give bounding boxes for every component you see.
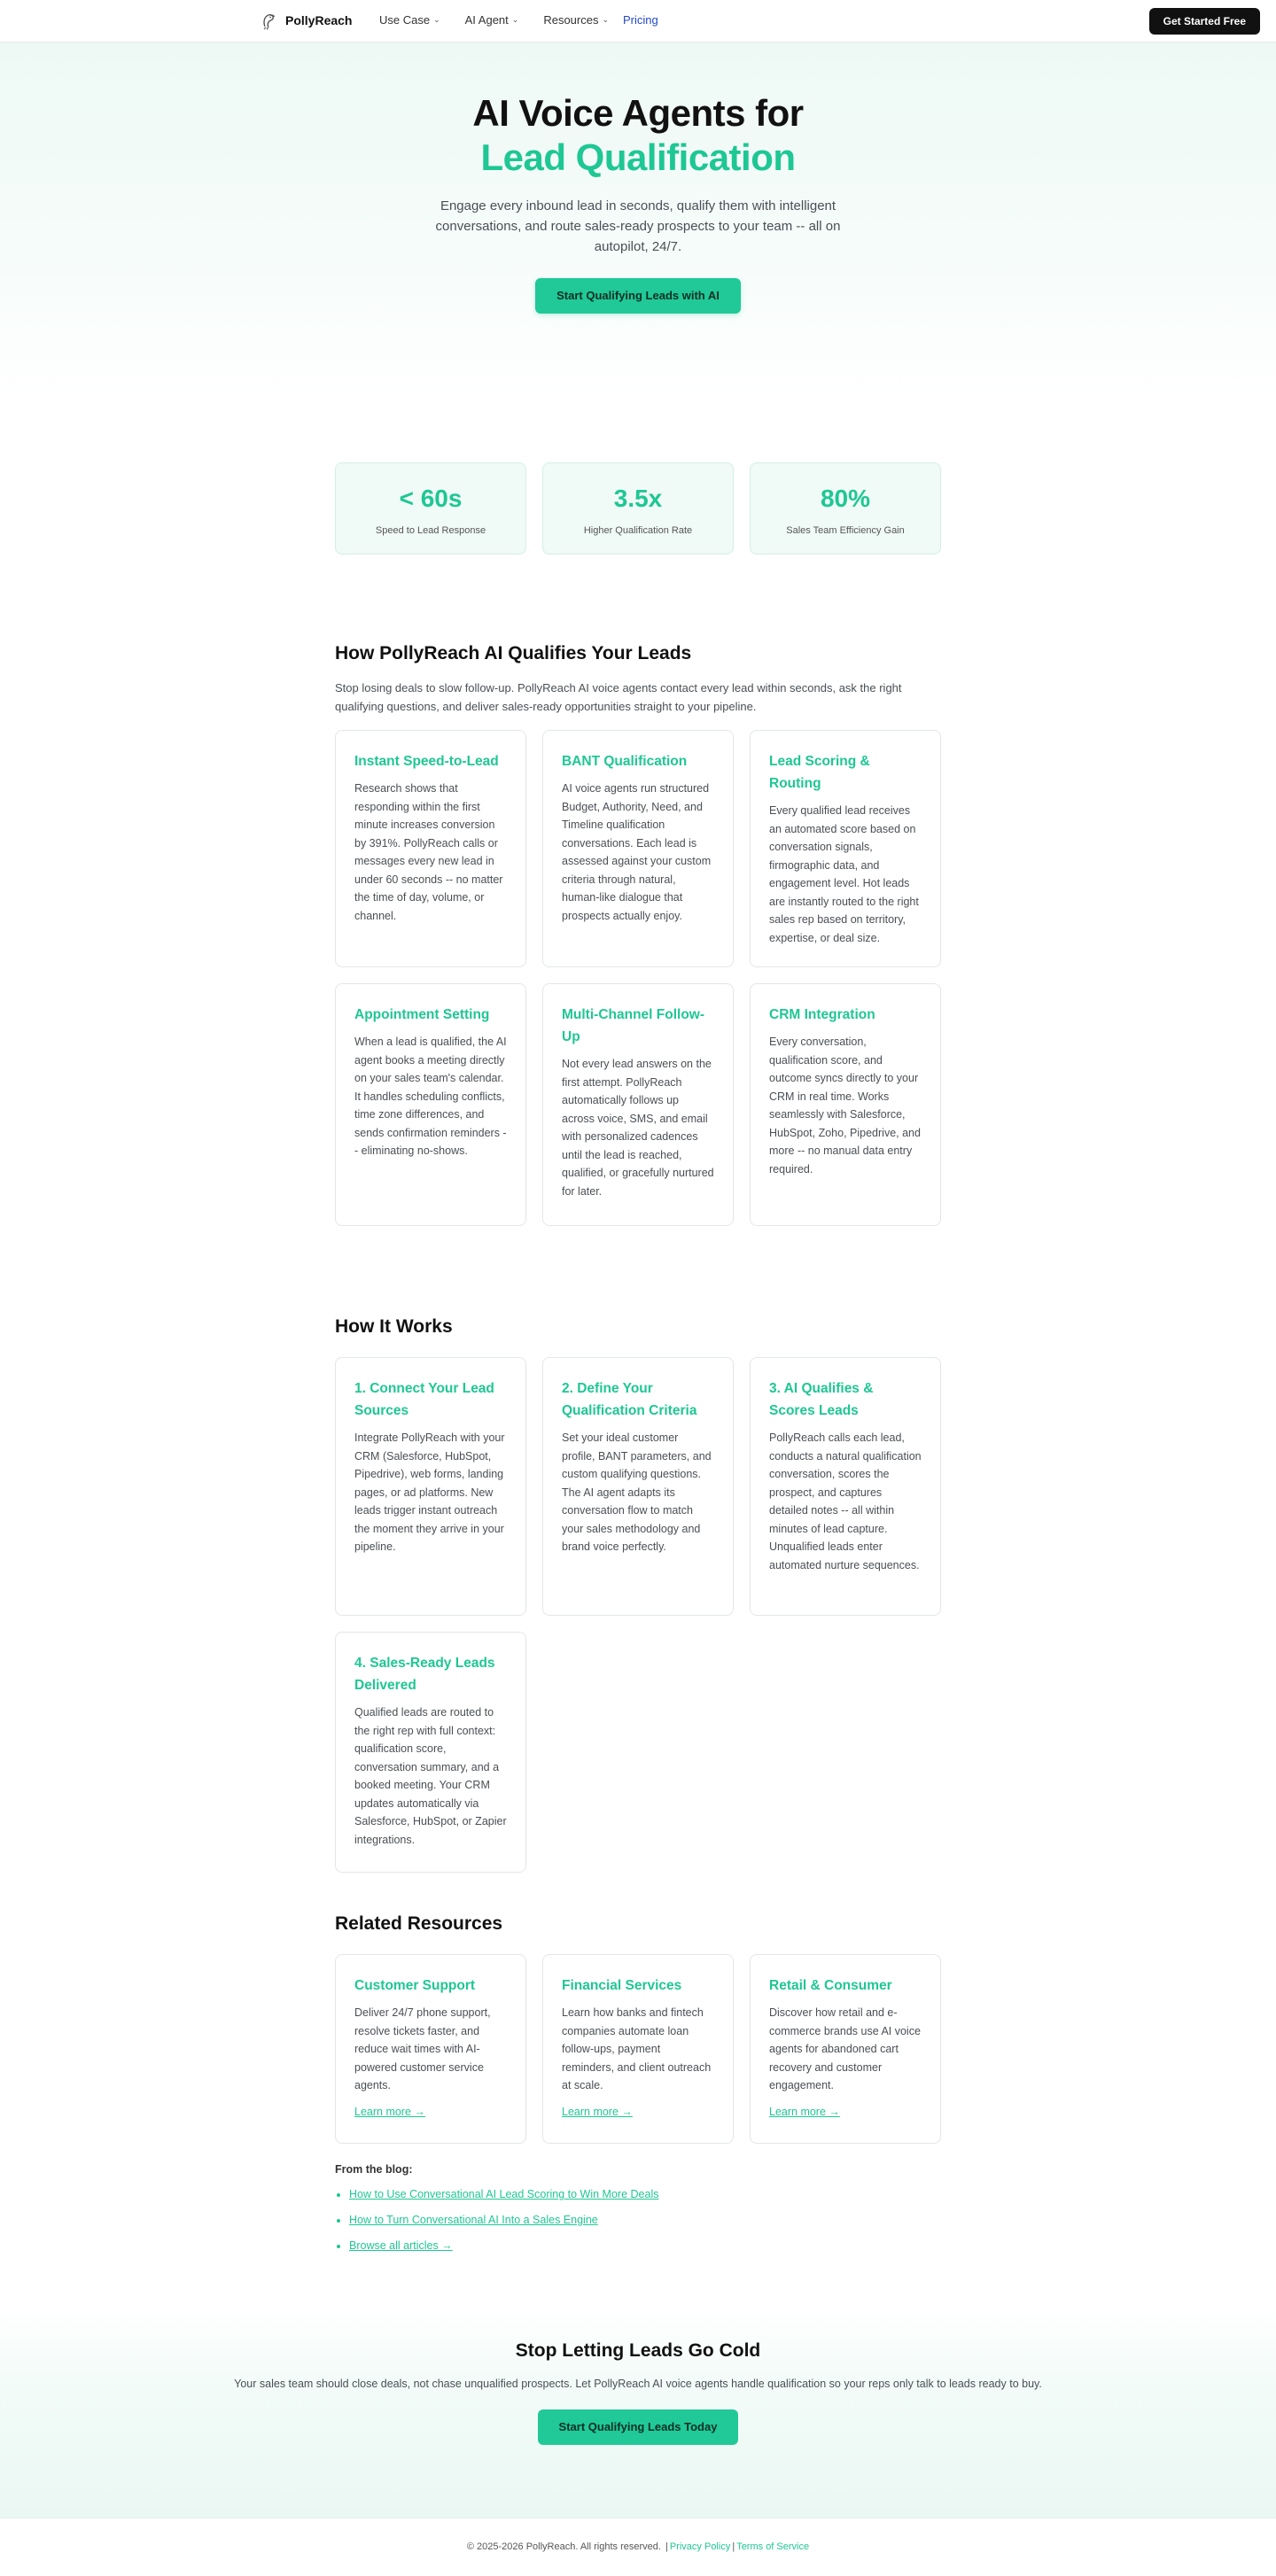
resources-grid (335, 1954, 941, 2144)
get-started-button[interactable]: Get Started Free (1149, 8, 1260, 35)
learn-more-link[interactable]: Learn more → (769, 2105, 840, 2118)
feature-card (750, 730, 941, 967)
stat-card (542, 462, 734, 555)
nav-resources[interactable] (543, 13, 609, 27)
qualify-description: Stop losing deals to slow follow-up. PollyReach AI voice agents contact every lead within seconds, ask the right qualifying questions, and deliver sales-ready opportunities straight to your pipeline. (335, 681, 902, 713)
nav-ai-agent-label: AI Agent (464, 13, 509, 27)
stat-label: Higher Qualification Rate (583, 525, 693, 536)
hero-subtitle: Engage every inbound lead in seconds, qualify them with intelligent conversations, and route sales-ready prospects to your team -- all on autopilot, 24/7. (435, 198, 841, 254)
feature-title: Multi-Channel Follow-Up (562, 1007, 705, 1044)
feature-title: CRM Integration (769, 1007, 875, 1022)
feature-title: Lead Scoring & Routing (769, 754, 870, 791)
step-body: Integrate PollyReach with your CRM (Salesforce, HubSpot, Pipedrive), web forms, landing pages, or ad platforms. New leads trigger instant outreach the moment they arrive in your pipeline. (354, 1432, 505, 1553)
bottom-cta-section (0, 2307, 1276, 2518)
resource-card (750, 1954, 941, 2144)
nav-resources-label: Resources (543, 13, 599, 27)
blog-heading: From the blog: (335, 2163, 413, 2176)
feature-body: Not every lead answers on the first attempt. PollyReach automatically follows up across voice, SMS, and email with personalized cadences until the lead is reached, qualified, or gracefully nurtured for later. (562, 1058, 714, 1198)
list-item (349, 2186, 941, 2202)
learn-more-link[interactable]: Learn more → (562, 2105, 633, 2118)
nav-ai-agent[interactable] (465, 13, 519, 27)
step-card (335, 1357, 526, 1616)
bottom-cta-text: Your sales team should close deals, not chase unqualified prospects. Let PollyReach AI voice agents handle qualification so your reps only talk to leads ready to buy. (234, 2378, 1042, 2390)
feature-title: Appointment Setting (354, 1007, 490, 1022)
blog-link[interactable]: How to Turn Conversational AI Into a Sales Engine (349, 2214, 598, 2226)
stats-row (335, 462, 941, 555)
brand-name: PollyReach (285, 13, 353, 27)
top-nav (0, 0, 1276, 43)
nav-pricing-link[interactable]: Pricing (623, 13, 658, 27)
browse-articles-link[interactable]: Browse all articles → (349, 2239, 453, 2252)
feature-body: Every qualified lead receives an automated score based on conversation signals, firmographic data, and engagement level. Hot leads are instantly routed to the right sales rep based on territory, expertise, or deal size. (769, 804, 919, 944)
feature-title: BANT Qualification (562, 754, 688, 769)
resource-title: Financial Services (562, 1978, 682, 1993)
stat-value: 80% (820, 485, 871, 512)
resource-body: Discover how retail and e-commerce brands use AI voice agents for abandoned cart recovery and customer engagement. (769, 2006, 921, 2091)
hero-cta-button[interactable]: Start Qualifying Leads with AI (535, 278, 741, 314)
steps-grid (335, 1357, 941, 1616)
stat-card (335, 462, 526, 555)
stat-value: 3.5x (613, 485, 663, 512)
step-card (335, 1632, 526, 1873)
privacy-policy-link[interactable]: Privacy Policy (669, 2541, 731, 2552)
feature-title: Instant Speed-to-Lead (354, 754, 499, 769)
feature-body: Every conversation, qualification score, and outcome syncs directly to your CRM in real time. Works seamlessly with Salesforce, HubSpot, Zoho, Pipedrive, and more -- no manual data entry required. (769, 1036, 921, 1175)
nav-use-case[interactable] (379, 13, 440, 27)
step-title: 2. Define Your Qualification Criteria (562, 1381, 697, 1418)
hero-section (0, 43, 1276, 397)
qualify-section (335, 641, 941, 1226)
stat-card (750, 462, 941, 555)
learn-more-link[interactable]: Learn more → (354, 2105, 425, 2118)
step-title: 4. Sales-Ready Leads Delivered (354, 1656, 495, 1693)
feature-card (542, 730, 734, 967)
hero-title-line1: AI Voice Agents for (472, 92, 804, 134)
blog-list (335, 2186, 941, 2254)
hero-title (0, 91, 1276, 180)
resource-card (542, 1954, 734, 2144)
list-item (349, 2212, 941, 2228)
feature-body: Research shows that responding within the first minute increases conversion by 391%. PollyReach calls or messages every new lead in under 60 seconds -- no matter the time of day, volume, or channel. (354, 782, 503, 922)
step-card (750, 1357, 941, 1616)
copyright-text: © 2025-2026 PollyReach. All rights reserved. (466, 2541, 661, 2552)
step-body: Set your ideal customer profile, BANT parameters, and custom qualifying questions. The AI agent adapts its conversation flow to match your sales methodology and brand voice perfectly. (562, 1432, 712, 1553)
main-content (335, 462, 941, 2254)
chevron-down-icon: ⌄ (433, 15, 440, 24)
footer-separator: | (732, 2541, 735, 2552)
bottom-cta-title: Stop Letting Leads Go Cold (515, 2340, 761, 2361)
nav-links (379, 13, 658, 27)
hero-title-line2: Lead Qualification (480, 136, 796, 178)
feature-grid (335, 983, 941, 1226)
step-body: PollyReach calls each lead, conducts a natural qualification conversation, scores the prospect, and captures detailed notes -- all within minutes of lead capture. Unqualified leads enter automated nurture sequences. (769, 1432, 922, 1571)
footer (0, 2518, 1276, 2576)
feature-body: AI voice agents run structured Budget, Authority, Need, and Timeline qualification conversations. Each lead is assessed against your custom criteria through natural, human-like dialogue that prospects actually enjoy. (562, 782, 712, 922)
feature-card (750, 983, 941, 1226)
how-it-works-section (335, 1315, 941, 1873)
step-title: 3. AI Qualifies & Scores Leads (769, 1381, 874, 1418)
blog-links (335, 2163, 941, 2254)
resource-title: Retail & Consumer (769, 1978, 892, 1993)
resource-title: Customer Support (354, 1978, 476, 1993)
chevron-down-icon: ⌄ (511, 15, 519, 24)
step-body: Qualified leads are routed to the right rep with full context: qualification score, conversation summary, and a booked meeting. Your CRM updates automatically via Salesforce, HubSpot, or Zapier integrations. (354, 1706, 507, 1846)
bottom-cta-button[interactable]: Start Qualifying Leads Today (538, 2409, 739, 2445)
steps-grid (335, 1632, 941, 1873)
resource-body: Deliver 24/7 phone support, resolve tickets faster, and reduce wait times with AI-powered customer service agents. (354, 2006, 491, 2091)
stat-value: < 60s (399, 485, 463, 512)
step-card (542, 1357, 734, 1616)
footer-separator: | (665, 2541, 668, 2552)
related-title: Related Resources (335, 1913, 503, 1934)
blog-link[interactable]: How to Use Conversational AI Lead Scoring to Win More Deals (349, 2188, 659, 2200)
feature-body: When a lead is qualified, the AI agent books a meeting directly on your sales team's calendar. It handles scheduling conflicts, time zone differences, and sends confirmation reminders -- eliminating no-shows. (354, 1036, 507, 1157)
related-resources-section (335, 1912, 941, 2254)
nav-use-case-label: Use Case (379, 13, 431, 27)
feature-grid (335, 730, 941, 967)
stat-label: Sales Team Efficiency Gain (786, 525, 905, 536)
feature-card (335, 730, 526, 967)
terms-of-service-link[interactable]: Terms of Service (736, 2541, 810, 2552)
feature-card (335, 983, 526, 1226)
step-title: 1. Connect Your Lead Sources (354, 1381, 494, 1418)
stat-label: Speed to Lead Response (375, 525, 486, 536)
chevron-down-icon: ⌄ (602, 15, 610, 24)
brand-logo[interactable] (259, 11, 352, 30)
parrot-logo-icon (259, 11, 278, 30)
how-it-works-title: How It Works (335, 1316, 453, 1337)
qualify-title: How PollyReach AI Qualifies Your Leads (335, 643, 692, 663)
list-item (349, 2238, 941, 2254)
resource-card (335, 1954, 526, 2144)
resource-body: Learn how banks and fintech companies automate loan follow-ups, payment reminders, and client outreach at scale. (562, 2006, 712, 2091)
feature-card (542, 983, 734, 1226)
